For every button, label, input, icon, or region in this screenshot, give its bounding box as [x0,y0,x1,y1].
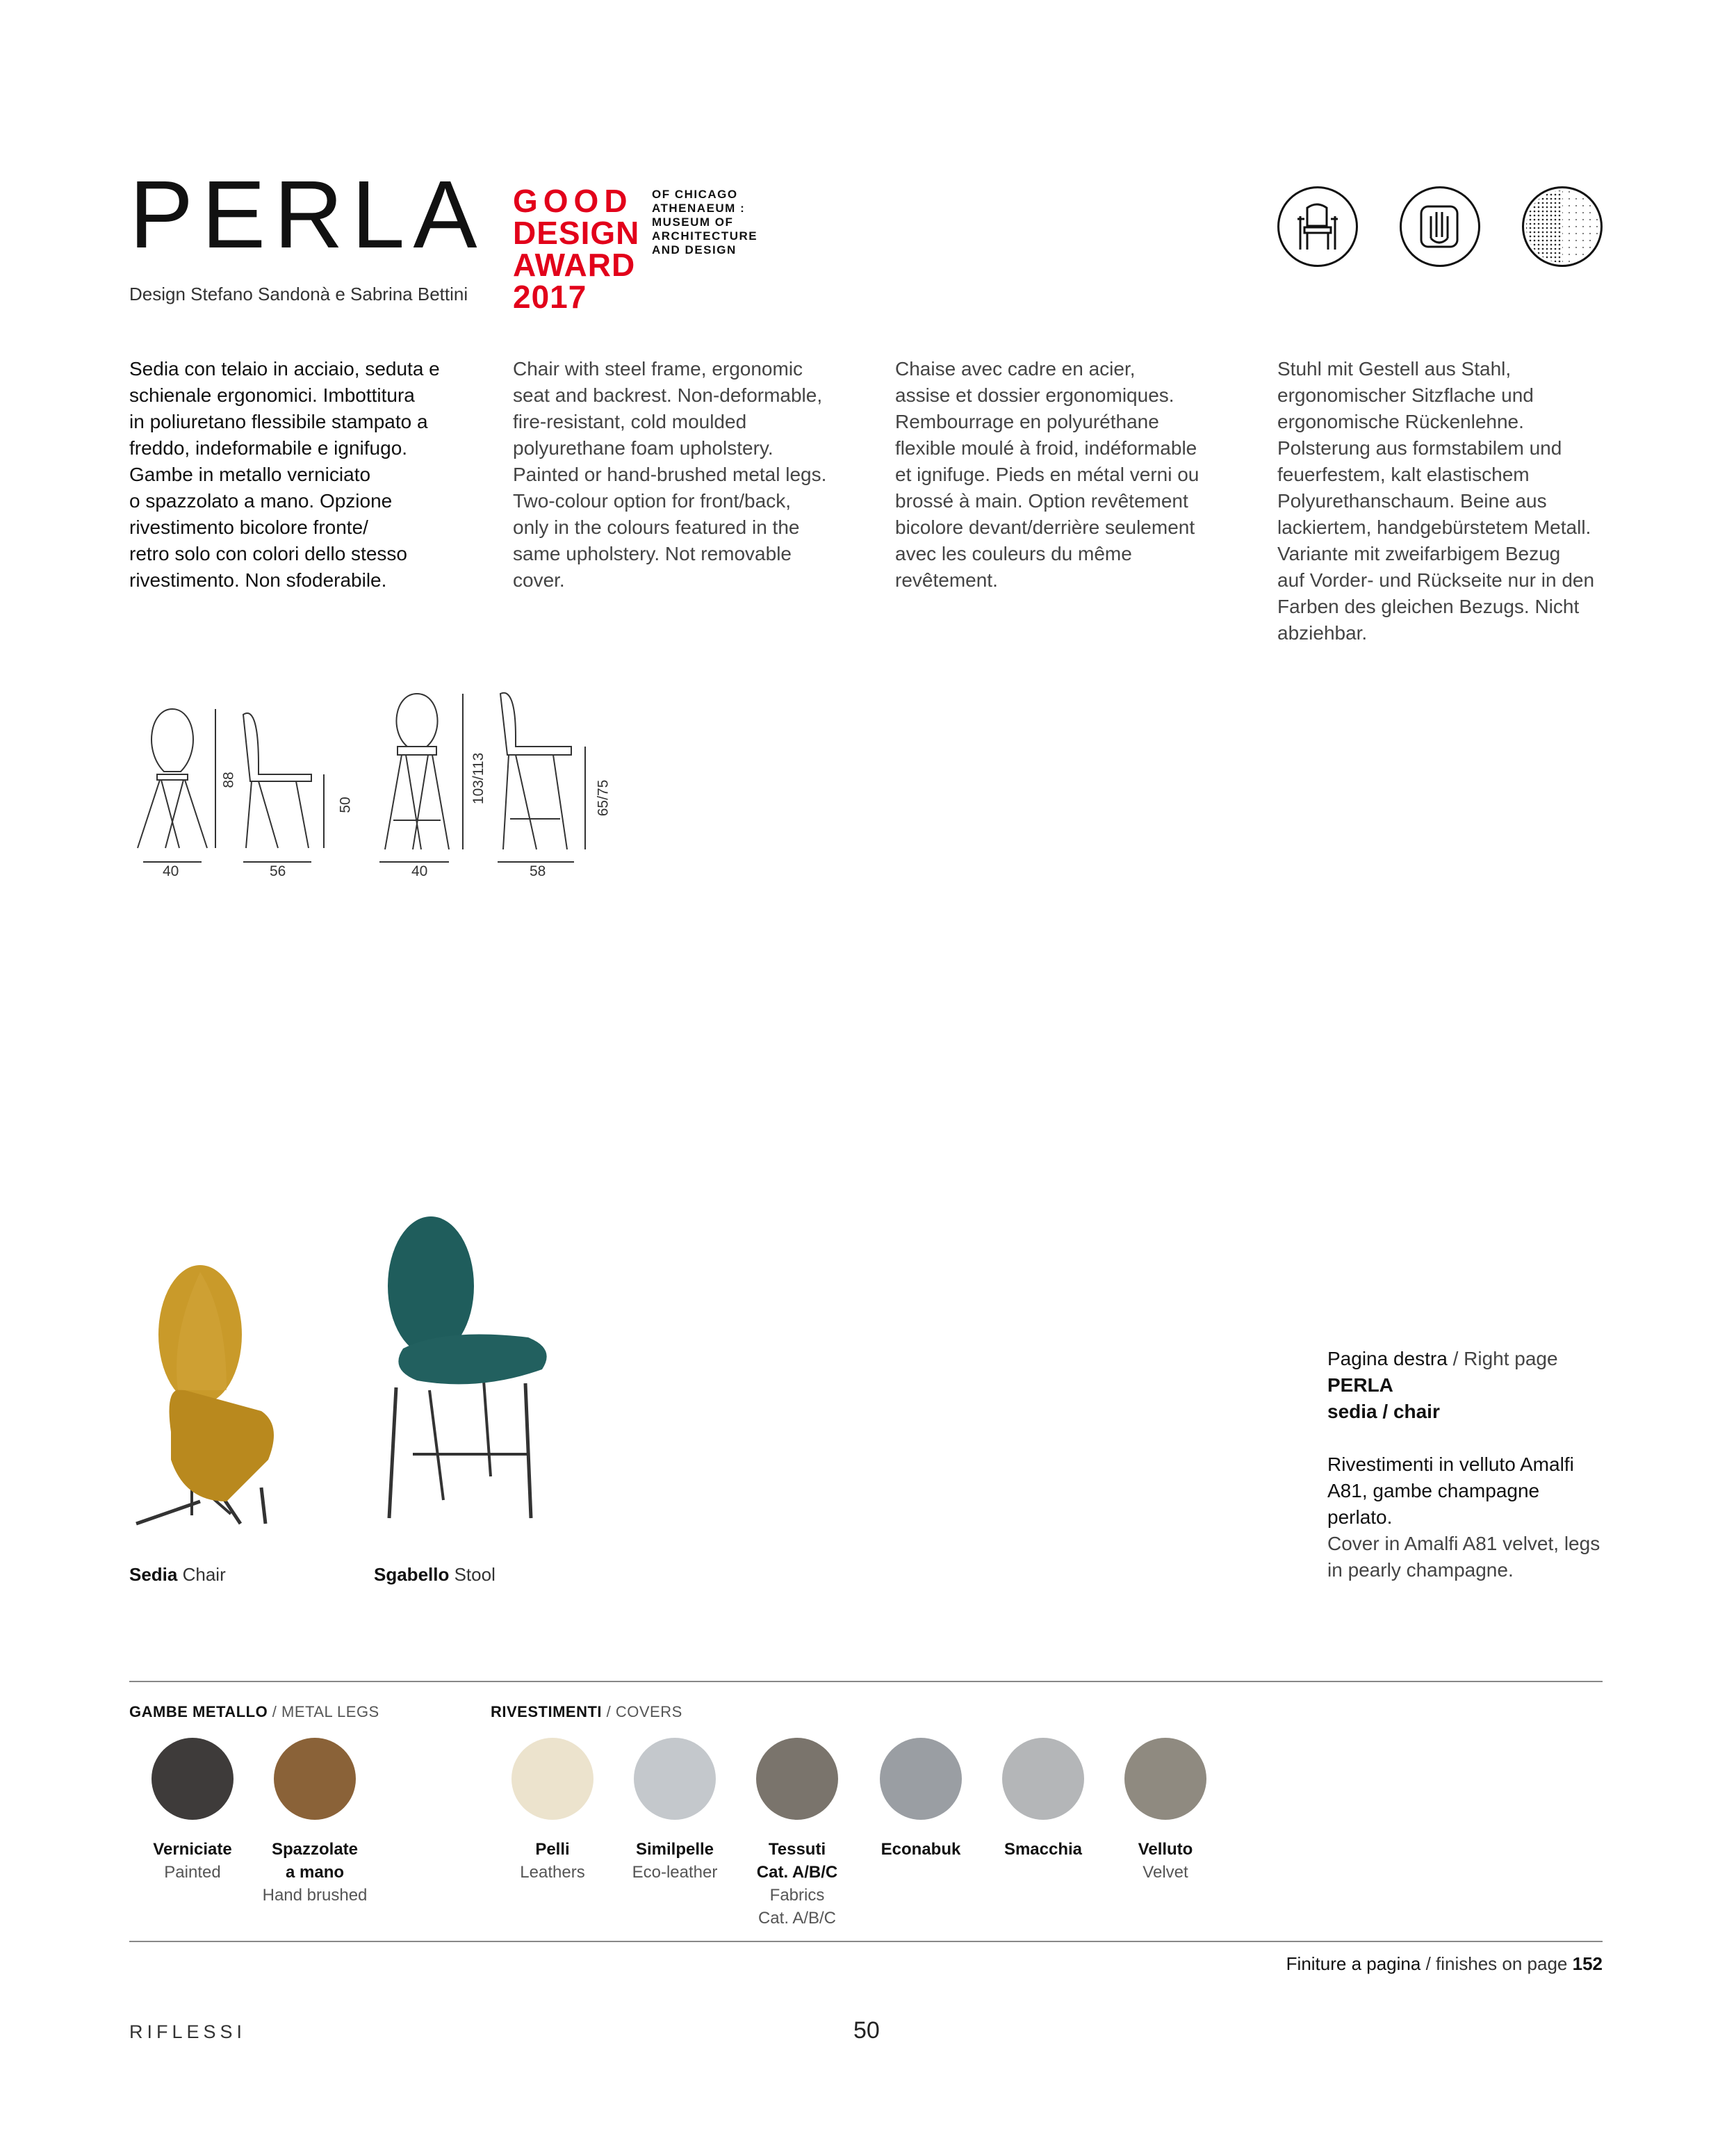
dim-stool-width: 40 [411,863,428,879]
divider-top [129,1681,1603,1682]
description-italian: Sedia con telaio in acciaio, seduta e schienale ergonomici. Imbottitura in poliuretano flessibile stampato a freddo, indeformabile e ignifugo. Gambe in metallo verniciato o spazzolato a mano. Opzione rivestimento bicolore fronte/ retro solo con colori dello stesso rivestimento. Non sfoderabile. [129,358,440,591]
finish-sub: Leathers [520,1863,585,1882]
award-side-line: ATHENAEUM : [652,202,746,215]
finishes-ref-page: 152 [1572,1953,1603,1974]
metal-legs-heading [129,1703,379,1721]
dim-stool-seat-height: 65/75 [595,779,612,817]
dim-chair-depth: 56 [270,863,286,879]
finishes-page-reference [1286,1953,1603,1975]
designer-credit: Design Stefano Sandonà e Sabrina Bettini [129,284,468,304]
chair-photo [122,1251,331,1529]
award-institution [652,188,758,257]
right-page-label-it: Pagina destra [1327,1348,1448,1369]
right-page-label-en: / Right page [1447,1348,1558,1369]
finish-sub: Painted [164,1863,221,1882]
award-side-line: MUSEUM OF [652,215,734,229]
finish-sub: Hand brushed [262,1886,368,1905]
finish-name: Tessuti Cat. A/B/C [756,1840,838,1882]
covers-heading-light: / COVERS [602,1703,682,1720]
good-design-award-logo [513,185,639,313]
chair-caption-light: Chair [182,1564,226,1585]
finish-sub: Eco-leather [632,1863,718,1882]
cover-label-velvet [1089,1838,1242,1884]
stool-caption-light: Stool [454,1564,496,1585]
dim-chair-width: 40 [163,863,179,879]
stool-side-profile [500,693,571,755]
page-number: 50 [853,2017,880,2044]
metal-legs-heading-light: / METAL LEGS [268,1703,379,1720]
stool-seat [398,1335,546,1385]
chair-caption-bold: Sedia [129,1564,178,1585]
covers-heading [491,1703,682,1721]
divider-bottom [129,1941,1603,1942]
dim-stool-height: 103/113 [470,752,487,805]
award-side-line: OF CHICAGO [652,188,738,201]
chair-seat [170,1390,275,1501]
finishes-ref-it: Finiture a pagina [1286,1953,1421,1974]
swatch-smacchia [1002,1738,1084,1820]
award-line-design: DESIGN [513,215,640,251]
fabric-texture-icon [1522,186,1603,267]
stool-backrest [388,1216,474,1355]
dim-chair-height: 88 [220,772,237,788]
product-title: PERLA [129,161,486,268]
dim-stool-depth: 58 [530,863,546,879]
stool-caption-bold: Sgabello [374,1564,450,1585]
technical-drawings [129,688,630,876]
finish-name: Similpelle [635,1840,714,1859]
swatch-eco-leather [634,1738,716,1820]
catalog-brand: RIFLESSI [129,2021,247,2042]
right-page-finish-en: Cover in Amalfi A81 velvet, legs in pearly champagne. [1327,1533,1600,1581]
finishes-ref-en: / finishes on page [1420,1953,1573,1974]
swatch-leathers [511,1738,593,1820]
finish-name: Smacchia [1004,1840,1083,1859]
right-page-product-name: PERLA [1327,1374,1393,1396]
finish-sub: Velvet [1143,1863,1188,1882]
stool-front-backrest [396,694,437,747]
award-year: 2017 [513,279,587,315]
legs-label-hand-brushed [238,1838,391,1907]
description-french: Chaise avec cadre en acier, assise et dossier ergonomiques. Rembourrage en polyuréthane flexible moulé à froid, indéformable et ignifuge. Pieds en métal verni ou brossé à main. Option revêtement bicolore devant/derrière seulement avec les couleurs du même revêtement. [895,358,1199,591]
finish-name: Econabuk [881,1840,961,1859]
description-german: Stuhl mit Gestell aus Stahl, ergonomischer Sitzflache und ergonomische Rückenlehne. Polsterung aus formstabilem und feuerfestem, kalt elastischem Polyurethanschaum. Beine aus lackiertem, handgebürstetem Metall. Variante mit zweifarbigem Bezug auf Vorder- und Rückseite nur in den Farben des gleichen Bezugs. Nicht abziehbar. [1277,358,1595,644]
chair-front-backrest [152,709,193,772]
stool-photo [361,1209,591,1522]
swatch-velvet [1124,1738,1206,1820]
award-line-good: GOOD [513,183,633,219]
swatch-econabuk [880,1738,962,1820]
finish-name: Velluto [1138,1840,1193,1859]
right-page-finish-it: Rivestimenti in velluto Amalfi A81, gambe champagne perlato. [1327,1453,1574,1528]
swatch-hand-brushed [274,1738,356,1820]
hand-icon [1400,186,1480,267]
dim-chair-seat-height: 50 [337,797,354,813]
chair-with-armrest-icon [1277,186,1358,267]
finish-name: Pelli [535,1840,570,1859]
finish-sub: Fabrics Cat. A/B/C [758,1886,837,1928]
right-page-product-type: sedia / chair [1327,1401,1440,1422]
metal-legs-heading-bold: GAMBE METALLO [129,1703,268,1720]
description-english: Chair with steel frame, ergonomic seat and backrest. Non-deformable, fire-resistant, cold moulded polyurethane foam upholstery. Painted or hand-brushed metal legs. Two-colour option for front/back, only in the colours featured in the same upholstery. Not removable cover. [513,358,827,591]
swatch-fabrics [756,1738,838,1820]
swatch-painted [152,1738,234,1820]
chair-caption [129,1564,226,1586]
right-page-note [1327,1346,1619,1583]
stool-caption [374,1564,496,1586]
finish-name: Verniciate [153,1840,232,1859]
award-side-line: AND DESIGN [652,243,737,256]
award-line-award: AWARD [513,247,636,283]
right-page-label [1327,1346,1619,1372]
finish-name: Spazzolate a mano [271,1840,359,1882]
award-side-line: ARCHITECTURE [652,229,758,243]
chair-side-profile [243,713,311,781]
covers-heading-bold: RIVESTIMENTI [491,1703,603,1720]
